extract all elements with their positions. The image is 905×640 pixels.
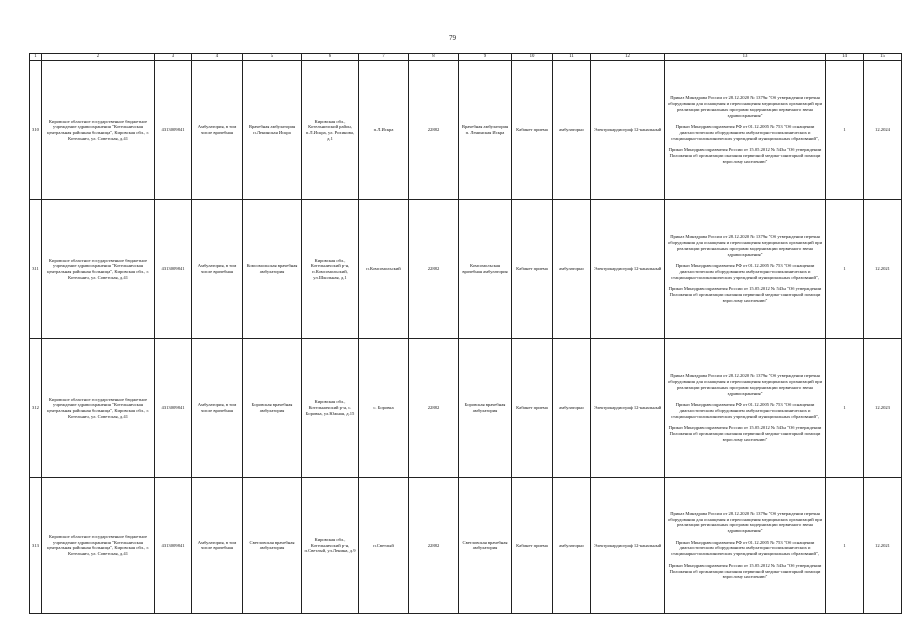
law-2: Приказ Минздравсоцразвития РФ от 01.12.2005 № 753 "Об оснащении диагностическим оборудованием амбулаторно-поликлинических и стационарно-поликлинических учреждений муниципальных образований", (671, 263, 819, 280)
col-13: 13 (665, 54, 826, 61)
code: 22882 (409, 338, 459, 477)
col-4: 4 (192, 54, 243, 61)
col-15: 15 (864, 54, 902, 61)
law-3: Приказ Минздравсоцразвития России от 15.05.2012 № 543н "Об утверждении Положения об организации оказания первичной медико-санитарной помощи взрослому населению" (668, 147, 822, 164)
organization: Кировское областное государственное бюджетное учреждение здравоохранения "Котельничская центральная районная больница", Кировская обл., г. Котельнич, ул. Советская, д.41 (42, 199, 155, 338)
locality: с. Боровка (359, 338, 409, 477)
facility-type: Амбулатория, в том числе врачебная (192, 477, 243, 613)
law-3: Приказ Минздравсоцразвития России от 15.05.2012 № 543н "Об утверждении Положения об организации оказания первичной медико-санитарной помощи взрослому населению" (668, 286, 822, 303)
equipment: Электрокардиограф 12-канальный (591, 60, 665, 199)
code: 22882 (409, 60, 459, 199)
equipment: Электрокардиограф 12-канальный (591, 199, 665, 338)
quantity: 1 (826, 199, 864, 338)
legal-basis (665, 60, 826, 199)
facility-type: Амбулатория, в том числе врачебная (192, 60, 243, 199)
inn: 4313009841 (155, 338, 192, 477)
quantity: 1 (826, 338, 864, 477)
col-10: 10 (512, 54, 553, 61)
col-1: 1 (30, 54, 42, 61)
column-number-row (30, 54, 902, 61)
col-6: 6 (302, 54, 359, 61)
unit: Боровская врачебная амбулатория (459, 338, 512, 477)
table-row (30, 338, 902, 477)
organization: Кировское областное государственное бюджетное учреждение здравоохранения "Котельничская центральная районная больница", Кировская обл., г. Котельнич, ул. Советская, д.41 (42, 477, 155, 613)
col-8: 8 (409, 54, 459, 61)
col-3: 3 (155, 54, 192, 61)
address: Кировская обл., Котельничский р-н, п.Комсомольский, ул.Школьная, д.1 (302, 199, 359, 338)
table-row (30, 60, 902, 199)
row-number: 310 (30, 60, 42, 199)
row-number: 311 (30, 199, 42, 338)
locality: п.Л.Искра (359, 60, 409, 199)
law-1: Приказ Минздрава России от 28.12.2020 № 1379н "Об утверждении перечня оборудования для оснащения и переоснащения медицинских организаций при реализации региональных программ модернизации первичного звена здравоохранения" (667, 510, 823, 534)
unit: Светловская врачебная амбулатория (459, 477, 512, 613)
col-12: 12 (591, 54, 665, 61)
equipment: Электрокардиограф 12-канальный (591, 477, 665, 613)
inn: 4313009841 (155, 477, 192, 613)
date: 12.2021 (864, 199, 902, 338)
table-row (30, 199, 902, 338)
date: 12.2024 (864, 60, 902, 199)
legal-basis (665, 477, 826, 613)
room: Кабинет приема (512, 60, 553, 199)
unit: Комсомольская врачебная амбулатория (459, 199, 512, 338)
row-number: 313 (30, 477, 42, 613)
address: Кировская обл., Котельничский р-н, с. Боровка, ул.Южная, д.15 (302, 338, 359, 477)
equipment-table (29, 53, 902, 614)
col-11: 11 (553, 54, 591, 61)
facility-name: Боровская врачебная амбулатория (243, 338, 302, 477)
locality: п.Комсомольский (359, 199, 409, 338)
inn: 4313009841 (155, 199, 192, 338)
col-9: 9 (459, 54, 512, 61)
law-1: Приказ Минздрава России от 28.12.2020 № 1379н "Об утверждении перечня оборудования для оснащения и переоснащения медицинских организаций при реализации региональных программ модернизации первичного звена здравоохранения" (667, 373, 823, 396)
quantity: 1 (826, 477, 864, 613)
legal-basis (665, 338, 826, 477)
room: Кабинет приема (512, 199, 553, 338)
department: амбулаторно (553, 477, 591, 613)
law-3: Приказ Минздравсоцразвития России от 15.05.2012 № 543н "Об утверждении Положения об организации оказания первичной медико-санитарной помощи взрослому населению" (668, 562, 822, 580)
room: Кабинет приема (512, 477, 553, 613)
date: 12.2023 (864, 338, 902, 477)
department: амбулаторно (553, 338, 591, 477)
law-2: Приказ Минздравсоцразвития РФ от 01.12.2005 № 753 "Об оснащении диагностическим оборудованием амбулаторно-поликлинических и стационарно-поликлинических учреждений муниципальных образований", (671, 124, 819, 141)
facility-type: Амбулатория, в том числе врачебная (192, 338, 243, 477)
facility-type: Амбулатория, в том числе врачебная (192, 199, 243, 338)
department: амбулаторно (553, 199, 591, 338)
organization: Кировское областное государственное бюджетное учреждение здравоохранения "Котельничская центральная районная больница", Кировская обл., г. Котельнич, ул. Советская, д.41 (42, 60, 155, 199)
law-1: Приказ Минздрава России от 28.12.2020 № 1379н "Об утверждении перечня оборудования для оснащения и переоснащения медицинских организаций при реализации региональных программ модернизации первичного звена здравоохранения" (667, 95, 823, 118)
date: 12.2021 (864, 477, 902, 613)
col-7: 7 (359, 54, 409, 61)
col-2: 2 (42, 54, 155, 61)
address: Кировская обл., Котельничский район, п.Л.Искра, ул. Рохинова, д.1 (302, 60, 359, 199)
law-2: Приказ Минздравсоцразвития РФ от 01.12.2005 № 753 "Об оснащении диагностическим оборудованием амбулаторно-поликлинических и стационарно-поликлинических учреждений муниципальных образований", (671, 539, 819, 557)
legal-basis (665, 199, 826, 338)
row-number: 312 (30, 338, 42, 477)
quantity: 1 (826, 60, 864, 199)
page-number: 79 (449, 34, 456, 42)
facility-name: Светловская врачебная амбулатория (243, 477, 302, 613)
room: Кабинет приема (512, 338, 553, 477)
code: 22882 (409, 477, 459, 613)
inn: 4313009841 (155, 60, 192, 199)
col-5: 5 (243, 54, 302, 61)
facility-name: Врачебная амбулатория п.Ленинская Искра (243, 60, 302, 199)
col-14: 14 (826, 54, 864, 61)
equipment: Электрокардиограф 12-канальный (591, 338, 665, 477)
law-2: Приказ Минздравсоцразвития РФ от 01.12.2005 № 753 "Об оснащении диагностическим оборудованием амбулаторно-поликлинических и стационарно-поликлинических учреждений муниципальных образований", (671, 402, 819, 419)
address: Кировская обл., Котельничский р-н, п.Светлый, ул.Ленина, д.9 (302, 477, 359, 613)
table-row (30, 477, 902, 613)
code: 22882 (409, 199, 459, 338)
department: амбулаторно (553, 60, 591, 199)
law-1: Приказ Минздрава России от 28.12.2020 № 1379н "Об утверждении перечня оборудования для оснащения и переоснащения медицинских организаций при реализации региональных программ модернизации первичного звена здравоохранения" (667, 234, 823, 257)
facility-name: Комсомольская врачебная амбулатория (243, 199, 302, 338)
unit: Врачебная амбулатория п. Ленинская Искра (459, 60, 512, 199)
locality: п.Светлый (359, 477, 409, 613)
law-3: Приказ Минздравсоцразвития России от 15.05.2012 № 543н "Об утверждении Положения об организации оказания первичной медико-санитарной помощи взрослому населению" (668, 425, 822, 442)
organization: Кировское областное государственное бюджетное учреждение здравоохранения "Котельничская центральная районная больница", Кировская обл., г. Котельнич, ул. Советская, д.41 (42, 338, 155, 477)
